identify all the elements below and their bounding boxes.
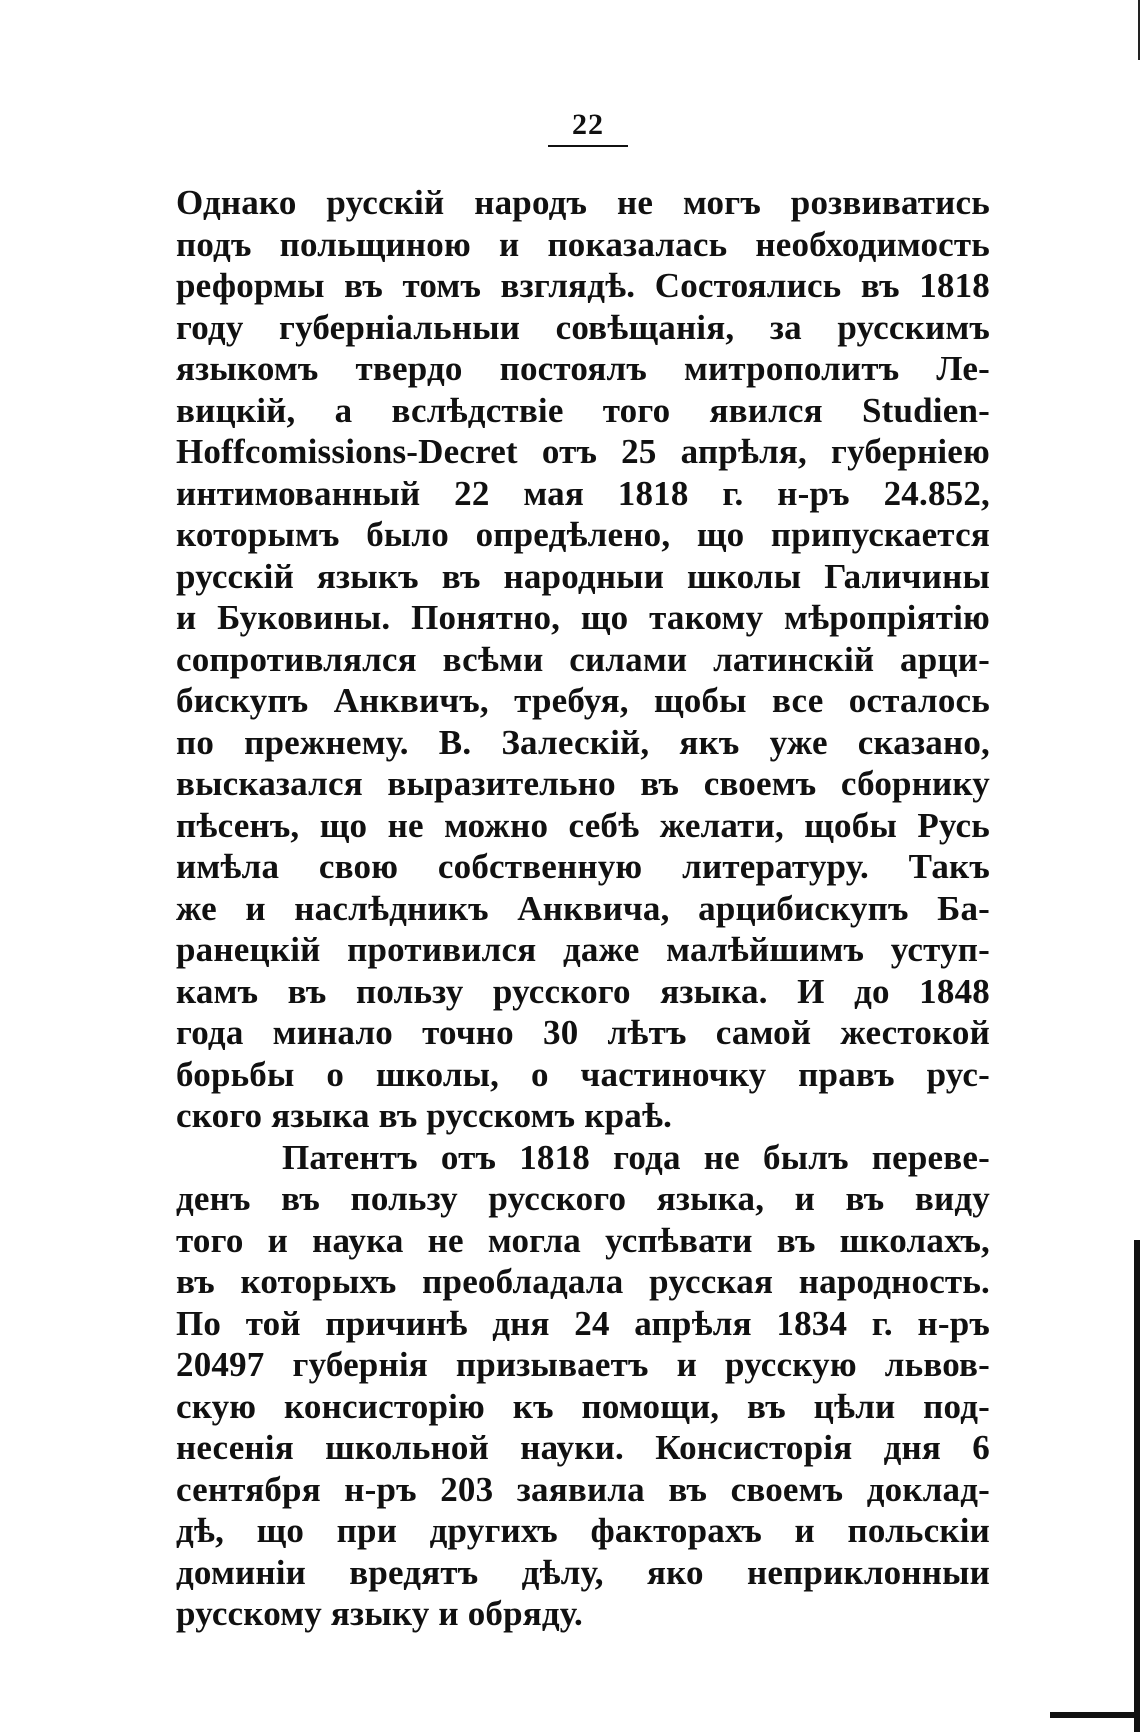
text-line: 20497 губернія призываетъ и русскую львов- <box>176 1345 990 1384</box>
text-line: высказался выразительно въ своемъ сборнику <box>176 764 990 803</box>
text-line: интимованный 22 мая 1818 г. н-ръ 24.852, <box>176 473 990 513</box>
text-line: Hoffcomissions-Decret отъ 25 апрѣля, губерніею <box>176 432 990 471</box>
text-line: и Буковины. Понятно, що такому мѣропріятію <box>176 598 990 637</box>
text-line: году губерніальныи совѣщанія, за русскимъ <box>176 307 990 347</box>
page-number: 22 <box>572 108 604 141</box>
text-line: По той причинѣ дня 24 апрѣля 1834 г. н-ръ <box>176 1303 990 1343</box>
text-line: дѣ, що при другихъ факторахъ и польскіи <box>176 1511 990 1550</box>
text-line: реформы въ томъ взглядѣ. Состоялись въ 1818 <box>176 266 990 305</box>
text-line: сопротивлялся всѣми силами латинскій арци- <box>176 639 990 679</box>
text-line: того и наука не могла успѣвати въ школахъ, <box>176 1220 990 1260</box>
text-line: языкомъ твердо постоялъ митрополитъ Ле- <box>176 349 990 388</box>
text-line: въ которыхъ преобладала русская народность. <box>176 1262 990 1301</box>
text-line: вицкій, а вслѣдствіе того явился Studien- <box>176 390 990 430</box>
paragraph-start-line: Патентъ отъ 1818 года не былъ переве- <box>282 1137 990 1177</box>
text-line: же и наслѣдникъ Анквича, арцибискупъ Ба- <box>176 888 990 928</box>
text-line: бискупъ Анквичъ, требуя, щобы все осталось <box>176 681 990 720</box>
text-line: несенія школьной науки. Консисторія дня 6 <box>176 1428 990 1467</box>
text-line: скую консисторію къ помощи, въ цѣли под- <box>176 1386 990 1426</box>
body-text <box>176 182 990 1635</box>
text-line: Однако русскій народъ не могъ розвиватись <box>176 183 990 222</box>
text-line: ранецкій противился даже малѣйшимъ уступ- <box>176 930 990 969</box>
text-line: года минало точно 30 лѣтъ самой жестокой <box>176 1013 990 1052</box>
text-line: денъ въ пользу русского языка, и въ виду <box>176 1179 990 1218</box>
text-line: камъ въ пользу русского языка. И до 1848 <box>176 971 990 1011</box>
text-line: ского языка въ русскомъ краѣ. <box>176 1096 673 1135</box>
text-line: по прежнему. В. Залескій, якъ уже сказано, <box>176 722 990 762</box>
text-line: сентября н-ръ 203 заявила въ своемъ доклад- <box>176 1469 990 1509</box>
text-line: русскому языку и обряду. <box>176 1594 583 1633</box>
text-line: подъ польщиною и показалась необходимость <box>176 224 990 264</box>
text-line: имѣла свою собственную литературу. Такъ <box>176 847 990 886</box>
text-line: доминіи вредятъ дѣлу, яко неприклонныи <box>176 1552 990 1592</box>
text-line: русскій языкъ въ народныи школы Галичины <box>176 556 990 596</box>
text-line: пѣсенъ, що не можно себѣ желати, щобы Русь <box>176 805 990 845</box>
scan-edge-shadow <box>1134 1240 1140 1732</box>
scan-edge-foot <box>1050 1712 1140 1718</box>
text-line: которымъ было опредѣлено, що припускается <box>176 515 990 554</box>
text-line: борьбы о школы, о частиночку правъ рус- <box>176 1054 990 1094</box>
page-number-underline <box>548 145 628 147</box>
